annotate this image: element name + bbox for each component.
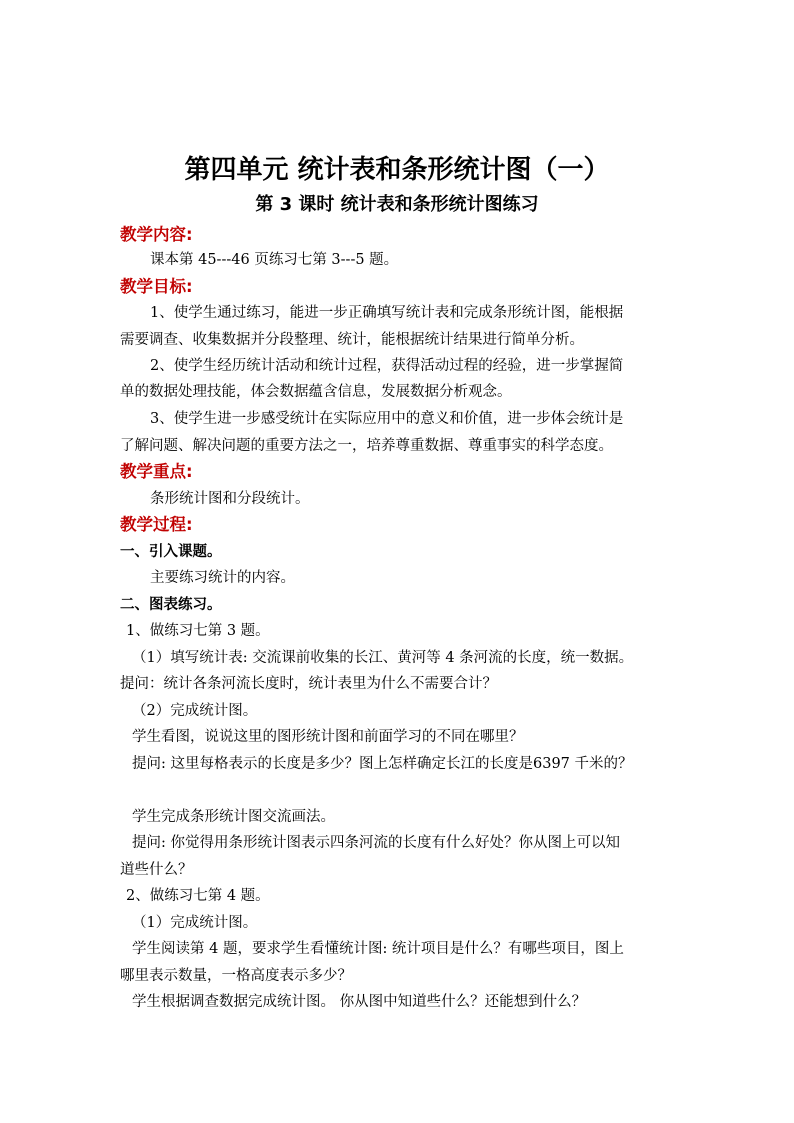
lesson-subtitle: 第 3 课时 统计表和条形统计图练习 bbox=[255, 194, 539, 215]
exercise-1-question-3-line-2: 道些什么？ bbox=[120, 862, 193, 878]
goal-3-line-2: 了解问题、解决问题的重要方法之一，培养尊重数据、尊重事实的科学态度。 bbox=[120, 438, 613, 454]
heading-process: 教学过程: bbox=[120, 515, 193, 534]
exercise-2-complete: 学生根据调查数据完成统计图。 你从图中知道些什么？还能想到什么？ bbox=[132, 994, 587, 1010]
goal-3-line-1: 3、使学生进一步感受统计在实际应用中的意义和价值，进一步体会统计是 bbox=[150, 411, 624, 427]
exercise-1-question-3-line-1: 提问: 你觉得用条形统计图表示四条河流的长度有什么好处？你从图上可以知 bbox=[132, 835, 620, 851]
goal-1-line-1: 1、使学生通过练习，能进一步正确填写统计表和完成条形统计图，能根据 bbox=[150, 305, 624, 321]
heading-goals: 教学目标: bbox=[120, 277, 193, 296]
exercise-2-part-1: （1）完成统计图。 bbox=[132, 915, 258, 931]
exercise-2-read-line-2: 哪里表示数量，一格高度表示多少？ bbox=[120, 968, 352, 984]
key-point-text: 条形统计图和分段统计。 bbox=[150, 491, 310, 507]
exercise-2-read-line-1: 学生阅读第 4 题，要求学生看懂统计图: 统计项目是什么？有哪些项目，图上 bbox=[132, 941, 624, 957]
content-text: 课本第 45---46 页练习七第 3---5 题。 bbox=[150, 252, 399, 268]
exercise-1-part-1: （1）填写统计表: 交流课前收集的长江、黄河等 4 条河流的长度，统一数据。 bbox=[132, 650, 634, 666]
exercise-1-drawing: 学生完成条形统计图交流画法。 bbox=[132, 809, 335, 825]
exercise-1-question-2: 提问: 这里每格表示的长度是多少？图上怎样确定长江的长度是6397 千米的？ bbox=[132, 756, 633, 772]
page-title: 第四单元 统计表和条形统计图（一） bbox=[184, 155, 610, 185]
section-2-heading: 二、图表练习。 bbox=[120, 597, 222, 613]
exercise-2: 2、做练习七第 4 题。 bbox=[126, 888, 270, 904]
goal-2-line-1: 2、使学生经历统计活动和统计过程，获得活动过程的经验，进一步掌握简 bbox=[150, 358, 624, 374]
goal-1-line-2: 需要调查、收集数据并分段整理、统计，能根据统计结果进行简单分析。 bbox=[120, 332, 584, 348]
section-1-heading: 一、引入课题。 bbox=[120, 544, 222, 560]
heading-key-point: 教学重点: bbox=[120, 462, 193, 481]
exercise-1-observe: 学生看图，说说这里的图形统计图和前面学习的不同在哪里？ bbox=[132, 729, 524, 745]
exercise-1: 1、做练习七第 3 题。 bbox=[126, 623, 270, 639]
heading-content: 教学内容: bbox=[120, 225, 193, 244]
exercise-1-question: 提问：统计各条河流长度时，统计表里为什么不需要合计？ bbox=[120, 676, 497, 692]
goal-2-line-2: 单的数据处理技能，体会数据蕴含信息，发展数据分析观念。 bbox=[120, 384, 512, 400]
exercise-1-part-2: （2）完成统计图。 bbox=[132, 703, 258, 719]
section-1-text: 主要练习统计的内容。 bbox=[150, 570, 295, 586]
